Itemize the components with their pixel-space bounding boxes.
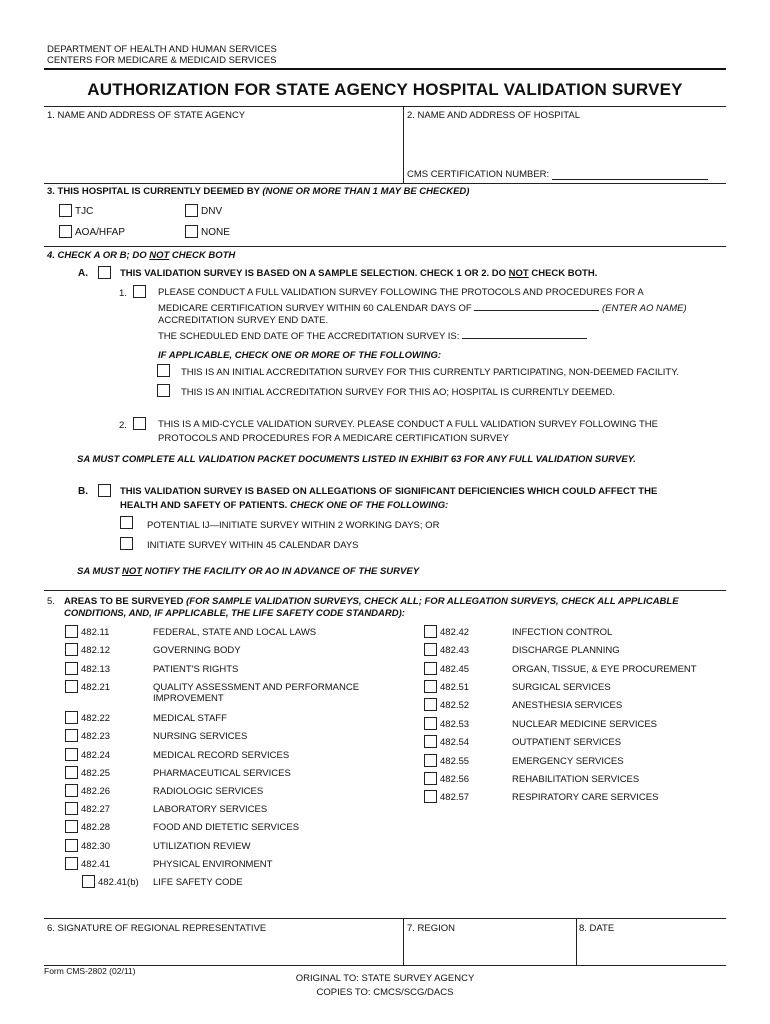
none-checkbox[interactable]: [185, 225, 198, 238]
ao-name-field[interactable]: [474, 301, 599, 311]
option-a1-line4: THE SCHEDULED END DATE OF THE ACCREDITATION SURVEY IS:: [158, 329, 587, 342]
none-label: NONE: [201, 227, 230, 238]
area-description: PHYSICAL ENVIRONMENT: [153, 859, 273, 870]
area-code: 482.25: [81, 768, 111, 779]
state-agency-field[interactable]: [47, 124, 397, 180]
area-description: RESPIRATORY CARE SERVICES: [512, 792, 659, 803]
area-code: 482.52: [440, 700, 470, 711]
option-a2-line1: THIS IS A MID-CYCLE VALIDATION SURVEY. PLEASE CONDUCT A FULL VALIDATION SURVEY FOLLOWING THE: [158, 419, 658, 430]
area-code: 482.26: [81, 786, 111, 797]
area-description: ORGAN, TISSUE, & EYE PROCUREMENT: [512, 664, 697, 675]
copies-to: COPIES TO: CMCS/SCG/DACS: [316, 987, 454, 998]
aoa-hfap-label: AOA/HFAP: [75, 227, 126, 238]
aoa-hfap-checkbox[interactable]: [59, 225, 72, 238]
area-description: FOOD AND DIETETIC SERVICES: [153, 822, 300, 833]
area-description: MEDICAL RECORD SERVICES: [153, 750, 290, 761]
option-b-line1: THIS VALIDATION SURVEY IS BASED ON ALLEGATIONS OF SIGNIFICANT DEFICIENCIES WHICH COULD AFFECT THE: [120, 486, 658, 497]
section-6-bottom-rule: [44, 965, 726, 966]
area-description: SURGICAL SERVICES: [512, 682, 611, 693]
area-description: RADIOLOGIC SERVICES: [153, 786, 264, 797]
section-5-top-rule: [44, 590, 726, 591]
section-8-label: 8. DATE: [579, 923, 615, 934]
area-482-41-b-checkbox[interactable]: [82, 875, 95, 888]
option-b-line2: HEALTH AND SAFETY OF PATIENTS. CHECK ONE OF THE FOLLOWING:: [120, 500, 449, 511]
area-description: UTILIZATION REVIEW: [153, 841, 251, 852]
area-description: PHARMACEUTICAL SERVICES: [153, 768, 291, 779]
if-applicable-label: IF APPLICABLE, CHECK ONE OR MORE OF THE FOLLOWING:: [158, 350, 442, 361]
initial-deemed-checkbox[interactable]: [157, 384, 170, 397]
initiate-45-days-checkbox[interactable]: [120, 537, 133, 550]
initial-non-deemed-label: THIS IS AN INITIAL ACCREDITATION SURVEY FOR THIS CURRENTLY PARTICIPATING, NON-DEEMED FACILITY.: [181, 367, 679, 378]
area-code: 482.13: [81, 664, 111, 675]
option-a2-checkbox[interactable]: [133, 417, 146, 430]
cms-cert-label: CMS CERTIFICATION NUMBER:: [407, 169, 550, 180]
sa-must-not-notify-note: SA MUST NOT NOTIFY THE FACILITY OR AO IN ADVANCE OF THE SURVEY: [77, 566, 420, 577]
signature-field[interactable]: [47, 936, 399, 962]
section-3-top-rule: [44, 183, 726, 184]
area-description: LABORATORY SERVICES: [153, 804, 268, 815]
dnv-checkbox[interactable]: [185, 204, 198, 217]
option-a-text: THIS VALIDATION SURVEY IS BASED ON A SAMPLE SELECTION. CHECK 1 OR 2. DO NOT CHECK BOTH.: [120, 268, 598, 279]
option-a1-line1: PLEASE CONDUCT A FULL VALIDATION SURVEY FOLLOWING THE PROTOCOLS AND PROCEDURES FOR A: [158, 287, 644, 298]
dnv-label: DNV: [201, 206, 223, 217]
area-482-42-checkbox[interactable]: [424, 625, 437, 638]
section-7-label: 7. REGION: [407, 923, 456, 934]
option-a1-marker: 1.: [119, 288, 127, 299]
option-a2-line2: PROTOCOLS AND PROCEDURES FOR A MEDICARE CERTIFICATION SURVEY: [158, 433, 509, 444]
area-description: MEDICAL STAFF: [153, 713, 227, 724]
section-3-label: 3. THIS HOSPITAL IS CURRENTLY DEEMED BY (NONE OR MORE THAN 1 MAY BE CHECKED): [47, 186, 470, 197]
area-482-51-checkbox[interactable]: [424, 680, 437, 693]
option-b-marker: B.: [78, 486, 88, 497]
area-482-28-checkbox[interactable]: [65, 820, 78, 833]
area-description: ANESTHESIA SERVICES: [512, 700, 623, 711]
tjc-label: TJC: [75, 206, 94, 217]
department-line: DEPARTMENT OF HEALTH AND HUMAN SERVICES: [47, 44, 277, 55]
area-482-30-checkbox[interactable]: [65, 839, 78, 852]
area-482-57-checkbox[interactable]: [424, 790, 437, 803]
section-5-number: 5.: [47, 596, 55, 607]
option-a-marker: A.: [78, 268, 88, 279]
area-482-41-checkbox[interactable]: [65, 857, 78, 870]
area-code: 482.11: [81, 627, 110, 638]
area-description: GOVERNING BODY: [153, 645, 241, 656]
scheduled-end-date-field[interactable]: [462, 329, 587, 339]
area-482-43-checkbox[interactable]: [424, 643, 437, 656]
section-5-label: AREAS TO BE SURVEYED (FOR SAMPLE VALIDATION SURVEYS, CHECK ALL; FOR ALLEGATION SURVEYS, CHECK ALL APPLICABLE: [64, 596, 679, 607]
area-code: 482.22: [81, 713, 111, 724]
area-482-13-checkbox[interactable]: [65, 662, 78, 675]
area-482-25-checkbox[interactable]: [65, 766, 78, 779]
area-code: 482.51: [440, 682, 470, 693]
area-description: FEDERAL, STATE AND LOCAL LAWS: [153, 627, 317, 638]
area-description: NURSING SERVICES: [153, 731, 248, 742]
option-a1-line2: MEDICARE CERTIFICATION SURVEY WITHIN 60 CALENDAR DAYS OF (ENTER AO NAME): [158, 303, 687, 314]
initial-non-deemed-checkbox[interactable]: [157, 364, 170, 377]
area-code: 482.24: [81, 750, 111, 761]
option-a1-line3: ACCREDITATION SURVEY END DATE.: [158, 315, 329, 326]
area-code: 482.54: [440, 737, 470, 748]
region-field[interactable]: [407, 936, 572, 962]
section-6-top-rule: [44, 918, 726, 919]
section-4-label: 4. CHECK A OR B; DO NOT CHECK BOTH: [47, 250, 236, 261]
agency-line: CENTERS FOR MEDICARE & MEDICAID SERVICES: [47, 55, 277, 66]
area-description: DISCHARGE PLANNING: [512, 645, 620, 656]
area-482-26-checkbox[interactable]: [65, 784, 78, 797]
option-a-checkbox[interactable]: [98, 266, 111, 279]
area-482-27-checkbox[interactable]: [65, 802, 78, 815]
area-description-cont: IMPROVEMENT: [153, 693, 224, 704]
cms-cert-number-field[interactable]: [552, 169, 708, 180]
tjc-checkbox[interactable]: [59, 204, 72, 217]
area-code: 482.27: [81, 804, 111, 815]
section-1-top-rule: [44, 106, 726, 107]
area-482-23-checkbox[interactable]: [65, 729, 78, 742]
area-482-11-checkbox[interactable]: [65, 625, 78, 638]
area-482-12-checkbox[interactable]: [65, 643, 78, 656]
area-482-55-checkbox[interactable]: [424, 754, 437, 767]
section-1-2-divider: [403, 106, 404, 183]
form-title: AUTHORIZATION FOR STATE AGENCY HOSPITAL VALIDATION SURVEY: [87, 80, 683, 99]
date-field[interactable]: [579, 936, 723, 962]
section-5-label-cont: CONDITIONS, AND, IF APPLICABLE, THE LIFE SAFETY CODE STANDARD):: [64, 608, 405, 619]
area-description: NUCLEAR MEDICINE SERVICES: [512, 719, 657, 730]
area-code: 482.57: [440, 792, 470, 803]
form-id: Form CMS-2802 (02/11): [44, 966, 136, 976]
area-482-52-checkbox[interactable]: [424, 698, 437, 711]
area-description: INFECTION CONTROL: [512, 627, 613, 638]
initial-deemed-label: THIS IS AN INITIAL ACCREDITATION SURVEY FOR THIS AO; HOSPITAL IS CURRENTLY DEEMED.: [181, 387, 615, 398]
potential-ij-label: POTENTIAL IJ—INITIATE SURVEY WITHIN 2 WORKING DAYS; OR: [147, 520, 440, 531]
section-2-label: 2. NAME AND ADDRESS OF HOSPITAL: [407, 110, 580, 121]
area-code: 482.28: [81, 822, 111, 833]
area-482-45-checkbox[interactable]: [424, 662, 437, 675]
area-482-21-checkbox[interactable]: [65, 680, 78, 693]
area-482-56-checkbox[interactable]: [424, 772, 437, 785]
area-code: 482.12: [81, 645, 111, 656]
area-code: 482.41(b): [98, 877, 139, 888]
section-1-label: 1. NAME AND ADDRESS OF STATE AGENCY: [47, 110, 246, 121]
area-code: 482.23: [81, 731, 111, 742]
hospital-address-field[interactable]: [407, 124, 722, 164]
sa-must-complete-note: SA MUST COMPLETE ALL VALIDATION PACKET DOCUMENTS LISTED IN EXHIBIT 63 FOR ANY FULL VALIDATION SURVEY.: [77, 454, 636, 465]
area-description: REHABILITATION SERVICES: [512, 774, 640, 785]
area-description: LIFE SAFETY CODE: [153, 877, 243, 888]
area-description: EMERGENCY SERVICES: [512, 756, 624, 767]
potential-ij-checkbox[interactable]: [120, 516, 133, 529]
area-482-54-checkbox[interactable]: [424, 735, 437, 748]
area-description: OUTPATIENT SERVICES: [512, 737, 622, 748]
area-code: 482.56: [440, 774, 470, 785]
area-code: 482.45: [440, 664, 470, 675]
area-description: PATIENT'S RIGHTS: [153, 664, 239, 675]
area-description: QUALITY ASSESSMENT AND PERFORMANCE: [153, 682, 360, 693]
section-6-label: 6. SIGNATURE OF REGIONAL REPRESENTATIVE: [47, 923, 267, 934]
area-code: 482.42: [440, 627, 470, 638]
header-rule: [44, 68, 726, 70]
area-code: 482.41: [81, 859, 111, 870]
area-482-53-checkbox[interactable]: [424, 717, 437, 730]
section-4-top-rule: [44, 246, 726, 247]
area-482-22-checkbox[interactable]: [65, 711, 78, 724]
area-482-24-checkbox[interactable]: [65, 748, 78, 761]
original-to: ORIGINAL TO: STATE SURVEY AGENCY: [295, 973, 475, 984]
area-code: 482.53: [440, 719, 470, 730]
area-code: 482.30: [81, 841, 111, 852]
option-b-checkbox[interactable]: [98, 484, 111, 497]
area-code: 482.43: [440, 645, 470, 656]
area-code: 482.55: [440, 756, 470, 767]
initiate-45-days-label: INITIATE SURVEY WITHIN 45 CALENDAR DAYS: [147, 540, 359, 551]
section-7-8-divider: [576, 918, 577, 965]
option-a1-checkbox[interactable]: [133, 285, 146, 298]
area-code: 482.21: [81, 682, 111, 693]
option-a2-marker: 2.: [119, 420, 127, 431]
section-6-7-divider: [403, 918, 404, 965]
